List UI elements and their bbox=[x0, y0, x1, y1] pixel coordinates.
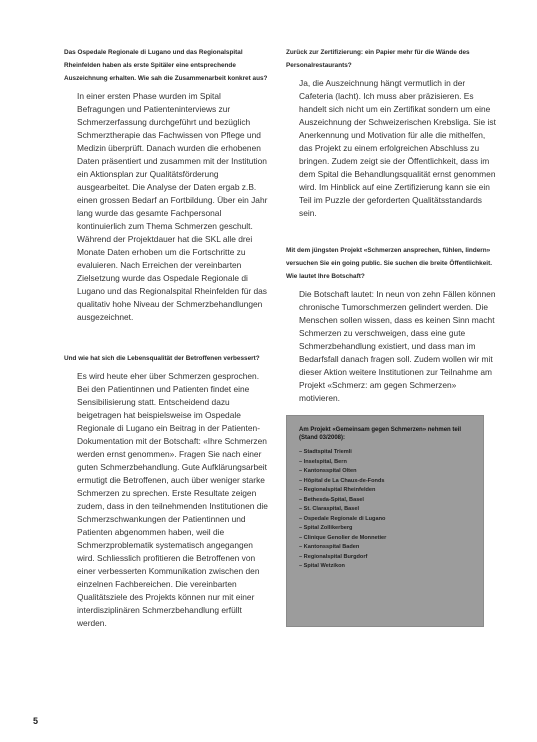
answer-3: Ja, die Auszeichnung hängt vermutlich in der Cafeteria (lacht). Ich muss aber präzisieren. Es handelt sich nicht um ein Zertifikat sondern um eine Auszeichnung der Schweizerischen Krebsliga. Sie ist Anerkennung und Motivation für alle die mithelfen, das Projekt zu einem erfolgreichen Abschluss zu bringen. Zudem zeigt sie der Öffentlichkeit, dass im dem Spital die Behandlungsqualität ernst genommen wird. Im Hinblick auf eine Zertifizierung kann sie ein Teil im Puzzle der geforderten Qualitätsstandards sein. bbox=[299, 78, 496, 218]
participant-item: – Kantonsspital Baden bbox=[299, 544, 360, 550]
participant-item: – Spital Wetzikon bbox=[299, 563, 345, 569]
participant-item: – Regionalspital Burgdorf bbox=[299, 553, 368, 560]
participant-item: – Regionalspital Rheinfelden bbox=[299, 487, 376, 493]
participant-item: – Stadtspital Triemli bbox=[299, 449, 352, 455]
participants-list bbox=[299, 448, 471, 572]
question-4: Mit dem jüngsten Projekt «Schmerzen ansprechen, fühlen, lindern» versuchen Sie ein going public. Sie suchen die breite Öffentlichkeit. Wie lautet Ihre Botschaft? bbox=[286, 247, 492, 280]
participant-item: – Kantonsspital Olten bbox=[299, 468, 357, 474]
answer-1: In einer ersten Phase wurden im Spital Befragungen und Patienteninterviews zur Schmerzerfassung durchgeführt und bezüglich Schmerztherapie das Fachwissen von Pflege und Medizin überprüft. Danach wurden die erhobenen Daten präsentiert und zusammen mit der Institution ein Aktionsplan zur Qualitätsförderung ausgearbeitet. Die Analyse der Daten ergab z.B. einen grossen Bedarf an Fortbildung. Über ein Jahr lang wurde das gesamte Fachpersonal kontinuierlich zum Thema Schmerzen geschult. Während der Projektdauer hat die SKL alle drei Monate Daten erhoben um die Fortschritte zu evaluieren. Nach Erreichen der vereinbarten Zielsetzung wurde das Ospedale Regionale di Lugano und das Regionalspital Rheinfelden für das qualitativ hohe Niveau der Schmerzbehandlungen ausgezeichnet. bbox=[77, 91, 268, 322]
participant-item: – Ospedale Regionale di Lugano bbox=[299, 515, 386, 522]
participant-item: – Spital Zollikerberg bbox=[299, 525, 353, 531]
participant-item: – Hôpital de La Chaux-de-Fonds bbox=[299, 477, 385, 484]
participants-title: Am Projekt «Gemeinsam gegen Schmerzen» nehmen teil (Stand 03/2008): bbox=[299, 427, 462, 441]
answer-4: Die Botschaft lautet: In neun von zehn Fällen können chronische Tumorschmerzen gelindert werden. Die Menschen sollen wissen, dass es keinen Sinn macht Schmerzen zu verschweigen, dass eine gute Schmerzbehandlung existiert, und dass man im Bedarfsfall danach fragen soll. Zudem wollen wir mit dieser Aktion weitere Institutionen zur Teilnahme am Projekt «Schmerz: am gegen Schmerzen» motivieren. bbox=[299, 289, 496, 403]
question-2: Und wie hat sich die Lebensqualität der Betroffenen verbessert? bbox=[64, 355, 260, 362]
participants-box bbox=[286, 415, 484, 627]
participant-item: – Inselspital, Bern bbox=[299, 458, 347, 465]
participant-item: – St. Claraspital, Basel bbox=[299, 506, 360, 512]
page-number: 5 bbox=[33, 716, 39, 726]
answer-2: Es wird heute eher über Schmerzen gesprochen. Bei den Patientinnen und Patienten findet eine Sensibilisierung statt. Entscheidend dazu beigetragen hat beispielsweise im Ospedale Regionale di Lugano ein Beitrag in der Patienten-Dokumentation mit der Botschaft: «Ihre Schmerzen werden ernst genommen». Fragen Sie nach einer guten Schmerzbehandlung. Gute Aufklärungsarbeit ermutigt die Betroffenen, auch über weniger starke Schmerzen zu sprechen. Erste Resultate zeigen zudem, dass in den teilnehmenden Institutionen die Schmerzschwankungen der Patientinnen und Patienten abgenommen haben, weil die Schmerzproblematik systematisch angegangen wird. Schliesslich profitieren die Betroffenen von einer verbesserten Kommunikation zwischen den einzelnen Fachbereichen. Die vereinbarten Qualitätsziele des Projekts können nur mit einer interdisziplinären Schmerzbehandlung erfüllt werden. bbox=[77, 371, 268, 628]
question-3: Zurück zur Zertifizierung: ein Papier mehr für die Wände des Personalrestaurants? bbox=[286, 49, 470, 69]
right-column bbox=[286, 46, 498, 627]
left-column bbox=[64, 46, 269, 630]
participant-item: – Clinique Genolier de Monnetier bbox=[299, 534, 387, 541]
participant-item: – Bethesda-Spital, Basel bbox=[299, 496, 364, 503]
question-1: Das Ospedale Regionale di Lugano und das Regionalspital Rheinfelden haben als erste Spitäler eine entsprechende Auszeichnung erhalten. Wie sah die Zusammenarbeit konkret aus? bbox=[64, 49, 268, 82]
